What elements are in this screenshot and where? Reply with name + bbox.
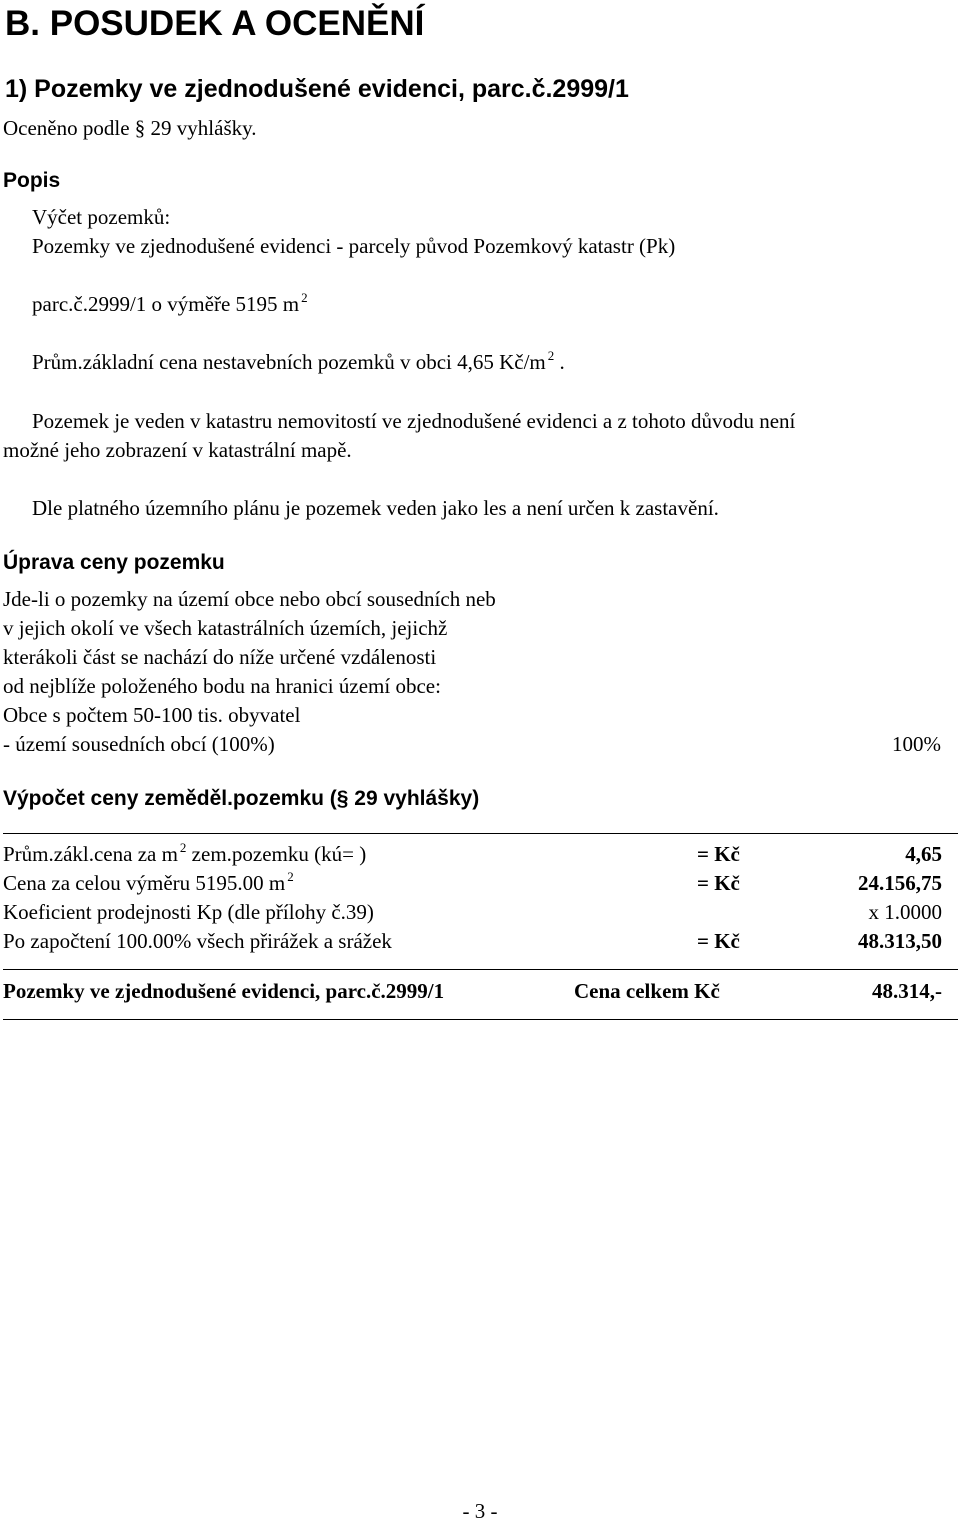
adjustment-line-1: Jde-li o pozemky na území obce nebo obcí sousedních neb [3,587,496,611]
calc-row-3-label: Koeficient prodejnosti Kp (dle přílohy č.39) [3,900,374,924]
calc-row-2-sup: 2 [287,869,294,884]
document-heading: B. POSUDEK A OCENĚNÍ [5,4,425,43]
cadastre-note-line2: možné jeho zobrazení v katastrální mapě. [3,438,352,462]
avg-base-price-sup: 2 [547,348,555,363]
zoning-note: Dle platného územního plánu je pozemek veden jako les a není určen k zastavění. [32,496,719,520]
calc-row-3-value: x 1.0000 [868,900,942,924]
calc-row-1-text: Prům.zákl.cena za m [3,842,178,866]
calc-row-4-op: = Kč [697,929,740,953]
avg-base-price-end: . [554,350,565,374]
parcel-area-text: parc.č.2999/1 o výměře 5195 m [32,292,300,316]
calc-row-1-tail: zem.pozemku (kú= ) [186,842,367,866]
calc-row-1-op: = Kč [697,842,740,866]
calc-row-2-text: Cena za celou výměru 5195.00 m [3,871,286,895]
adjustment-percent: 100% [892,732,941,756]
adjustment-last-line: - území sousedních obcí (100%) [3,732,275,756]
parcel-area-sup: 2 [301,290,308,305]
adjustment-line-3: kterákoli část se nachází do níže určené vzdálenosti [3,645,437,669]
popis-label: Popis [3,169,61,192]
total-mid-label: Cena celkem Kč [574,979,720,1003]
adjustment-line-4: od nejblíže položeného bodu na hranici území obce: [3,674,441,698]
total-value: 48.314,- [872,979,942,1003]
calculation-label: Výpočet ceny zeměděl.pozemku (§ 29 vyhlášky) [3,787,480,810]
calc-row-2-label [3,871,294,898]
page-number: - 3 - [462,1499,498,1523]
calc-row-2-value: 24.156,75 [858,871,942,895]
price-adjustment-label: Úprava ceny pozemku [3,551,225,574]
calc-row-2-op: = Kč [697,871,740,895]
avg-base-price [32,350,565,377]
adjustment-line-5: Obce s počtem 50-100 tis. obyvatel [3,703,301,727]
calc-row-4-value: 48.313,50 [858,929,942,953]
land-list-title: Výčet pozemků: [32,205,171,229]
calculation-top-rule [3,833,958,834]
calc-row-1-label [3,842,366,869]
parcel-area [32,292,308,319]
calc-row-1-value: 4,65 [905,842,942,866]
calc-row-4-label: Po započtení 100.00% všech přirážek a srážek [3,929,392,953]
avg-base-price-text: Prům.základní cena nestavebních pozemků v obci 4,65 Kč/m [32,350,546,374]
total-label: Pozemky ve zjednodušené evidenci, parc.č.2999/1 [3,979,445,1003]
land-list-line: Pozemky ve zjednodušené evidenci - parcely původ Pozemkový katastr (Pk) [32,234,676,258]
adjustment-line-2: v jejich okolí ve všech katastrálních územích, jejichž [3,616,448,640]
total-bottom-rule [3,1019,958,1020]
section-title: 1) Pozemky ve zjednodušené evidenci, parc.č.2999/1 [5,75,629,103]
total-top-rule [3,969,958,970]
valuation-method: Oceněno podle § 29 vyhlášky. [3,116,257,140]
cadastre-note-line1: Pozemek je veden v katastru nemovitostí ve zjednodušené evidenci a z tohoto důvodu není [32,409,796,433]
calc-row-1-sup: 2 [179,840,187,855]
